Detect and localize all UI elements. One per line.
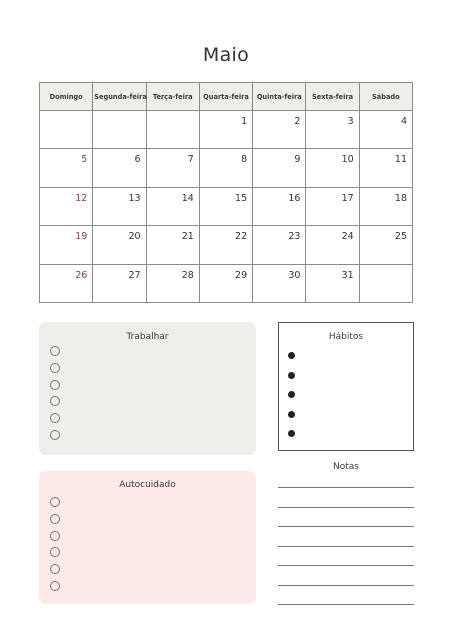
weekday-header: Sábado: [359, 83, 412, 111]
work-checkbox-circle[interactable]: [50, 346, 60, 356]
calendar-day-cell[interactable]: 11: [359, 149, 412, 187]
selfcare-checkbox-circle[interactable]: [50, 547, 60, 557]
work-checkbox-circle[interactable]: [50, 380, 60, 390]
calendar-week-row: [40, 226, 413, 264]
calendar-day-cell[interactable]: 27: [93, 264, 146, 302]
calendar-day-cell[interactable]: 29: [199, 264, 252, 302]
habits-title: Hábitos: [328, 332, 364, 342]
calendar-day-cell[interactable]: 15: [199, 187, 252, 225]
weekday-header: Quinta-feira: [253, 83, 306, 111]
work-checkbox-circle[interactable]: [50, 363, 60, 373]
habit-bullet: [288, 352, 295, 359]
selfcare-checkbox-circle[interactable]: [50, 497, 60, 507]
calendar-day-cell[interactable]: 12: [40, 187, 93, 225]
calendar-day-cell[interactable]: 21: [146, 226, 199, 264]
weekday-header: Sexta-feira: [306, 83, 359, 111]
calendar-day-cell[interactable]: [40, 111, 93, 149]
calendar-day-cell[interactable]: 19: [40, 226, 93, 264]
month-calendar: [39, 82, 413, 303]
notes-line: [278, 565, 414, 566]
habit-bullet: [288, 372, 295, 379]
calendar-day-cell[interactable]: 5: [40, 149, 93, 187]
calendar-day-cell[interactable]: 13: [93, 187, 146, 225]
notes-line: [278, 546, 414, 547]
calendar-week-row: [40, 149, 413, 187]
calendar-week-row: [40, 264, 413, 302]
selfcare-checkbox-circle[interactable]: [50, 581, 60, 591]
calendar-day-cell[interactable]: 4: [359, 111, 412, 149]
notes-line: [278, 585, 414, 586]
habit-bullet: [288, 411, 295, 418]
weekday-header: Terça-feira: [146, 83, 199, 111]
calendar-day-cell[interactable]: 28: [146, 264, 199, 302]
notes-line: [278, 526, 414, 527]
calendar-day-cell[interactable]: 2: [253, 111, 306, 149]
calendar-day-cell[interactable]: 9: [253, 149, 306, 187]
notes-line: [278, 487, 414, 488]
work-task-box: [39, 322, 256, 455]
calendar-week-row: [40, 111, 413, 149]
habit-bullet: [288, 391, 295, 398]
calendar-day-cell[interactable]: 23: [253, 226, 306, 264]
selfcare-checkbox-circle[interactable]: [50, 514, 60, 524]
page-title: Maio: [202, 44, 250, 66]
calendar-day-cell[interactable]: 31: [306, 264, 359, 302]
calendar-day-cell[interactable]: 16: [253, 187, 306, 225]
calendar-day-cell[interactable]: 10: [306, 149, 359, 187]
notes-line: [278, 507, 414, 508]
habits-box: [278, 322, 414, 451]
selfcare-checkbox-circle[interactable]: [50, 564, 60, 574]
calendar-day-cell[interactable]: 20: [93, 226, 146, 264]
work-checkbox-circle[interactable]: [50, 396, 60, 406]
calendar-day-cell[interactable]: 7: [146, 149, 199, 187]
weekday-header: Domingo: [40, 83, 93, 111]
calendar-day-cell[interactable]: 17: [306, 187, 359, 225]
calendar-day-cell[interactable]: 26: [40, 264, 93, 302]
calendar-day-cell[interactable]: 8: [199, 149, 252, 187]
work-title: Trabalhar: [126, 332, 169, 342]
selfcare-checkbox-circle[interactable]: [50, 531, 60, 541]
calendar-day-cell[interactable]: 3: [306, 111, 359, 149]
calendar-day-cell[interactable]: 22: [199, 226, 252, 264]
calendar-day-cell[interactable]: 18: [359, 187, 412, 225]
calendar-day-cell[interactable]: [93, 111, 146, 149]
weekday-header-row: [40, 83, 413, 111]
calendar-day-cell[interactable]: [146, 111, 199, 149]
work-checkbox-circle[interactable]: [50, 430, 60, 440]
calendar-day-cell[interactable]: 14: [146, 187, 199, 225]
calendar-day-cell[interactable]: 6: [93, 149, 146, 187]
calendar-day-cell[interactable]: 25: [359, 226, 412, 264]
notes-title: Notas: [333, 462, 359, 472]
calendar-day-cell[interactable]: 30: [253, 264, 306, 302]
selfcare-task-box: [39, 471, 256, 604]
weekday-header: Segunda-feira: [93, 83, 146, 111]
selfcare-title: Autocuidado: [119, 480, 176, 490]
habit-bullet: [288, 430, 295, 437]
calendar-day-cell[interactable]: [359, 264, 412, 302]
weekday-header: Quarta-feira: [199, 83, 252, 111]
work-checkbox-circle[interactable]: [50, 413, 60, 423]
calendar-day-cell[interactable]: 24: [306, 226, 359, 264]
calendar-day-cell[interactable]: 1: [199, 111, 252, 149]
notes-line: [278, 604, 414, 605]
calendar-week-row: [40, 187, 413, 225]
